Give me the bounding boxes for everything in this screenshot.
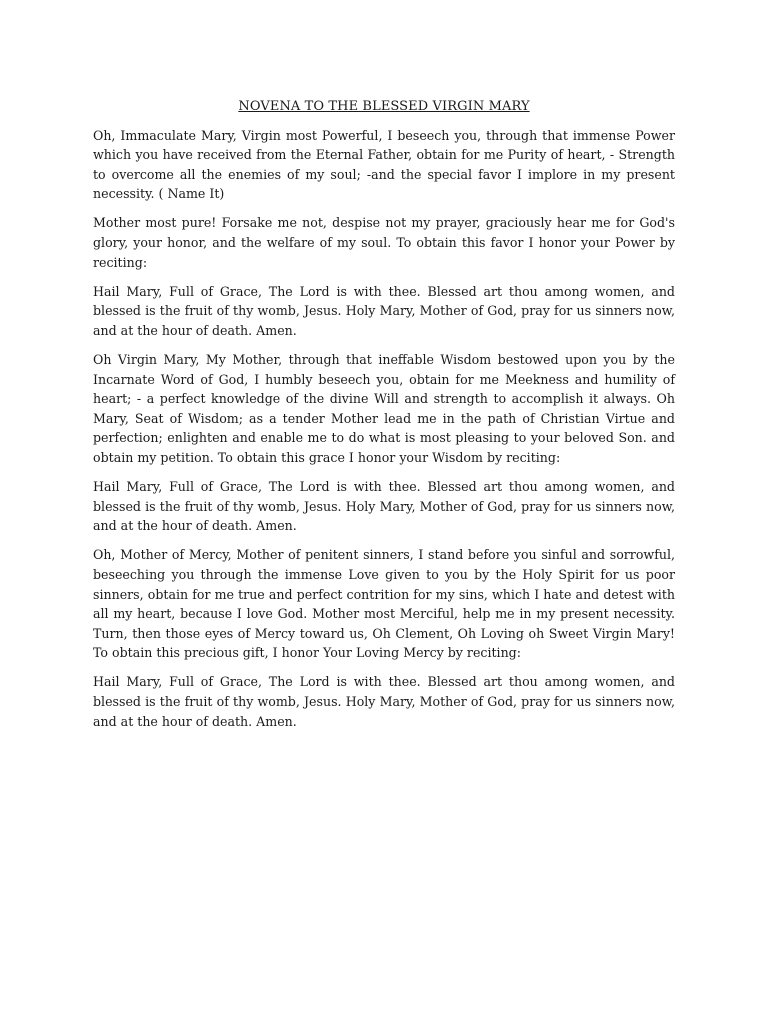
document-title: NOVENA TO THE BLESSED VIRGIN MARY [238,99,530,114]
paragraph-virgin-mary-wisdom: Oh Virgin Mary, My Mother, through that ineffable Wisdom bestowed upon you by the Incarnate Word of God, I humbly beseech you, obtain for me Meekness and humility of heart; - a perfect knowledge of the divine Will and strength to accomplish it always. Oh Mary, Seat of Wisdom; as a tender Mother lead me in the path of Christian Virtue and perfection; enlighten and enable me to do what is most pleasing to your beloved Son. and obtain my petition. To obtain this grace I honor your Wisdom by reciting: [93,352,675,465]
paragraph-immaculate-mary: Oh, Immaculate Mary, Virgin most Powerful, I beseech you, through that immense Power which you have received from the Eternal Father, obtain for me Purity of heart, - Strength to overcome all the enemies of my soul; -and the special favor I implore in my present necessity. ( Name It) [93,127,675,202]
paragraph-hail-mary-3: Hail Mary, Full of Grace, The Lord is with thee. Blessed art thou among women, and blessed is the fruit of thy womb, Jesus. Holy Mary, Mother of God, pray for us sinners now, and at the hour of death. Amen. [93,674,675,729]
paragraph-hail-mary-2: Hail Mary, Full of Grace, The Lord is with thee. Blessed art thou among women, and blessed is the fruit of thy womb, Jesus. Holy Mary, Mother of God, pray for us sinners now, and at the hour of death. Amen. [93,479,675,534]
paragraph-hail-mary-1: Hail Mary, Full of Grace, The Lord is with thee. Blessed art thou among women, and blessed is the fruit of thy womb, Jesus. Holy Mary, Mother of God, pray for us sinners now, and at the hour of death. Amen. [93,283,675,338]
document-page [93,97,675,741]
paragraph-mother-most-pure: Mother most pure! Forsake me not, despise not my prayer, graciously hear me for God's glory, your honor, and the welfare of my soul. To obtain this favor I honor your Power by reciting: [93,215,675,270]
paragraph-mother-of-mercy: Oh, Mother of Mercy, Mother of penitent sinners, I stand before you sinful and sorrowful, beseeching you through the immense Love given to you by the Holy Spirit for us poor sinners, obtain for me true and perfect contrition for my sins, which I hate and detest with all my heart, because I love God. Mother most Merciful, help me in my present necessity. Turn, then those eyes of Mercy toward us, Oh Clement, Oh Loving oh Sweet Virgin Mary! To obtain this precious gift, I honor Your Loving Mercy by reciting: [93,547,675,661]
